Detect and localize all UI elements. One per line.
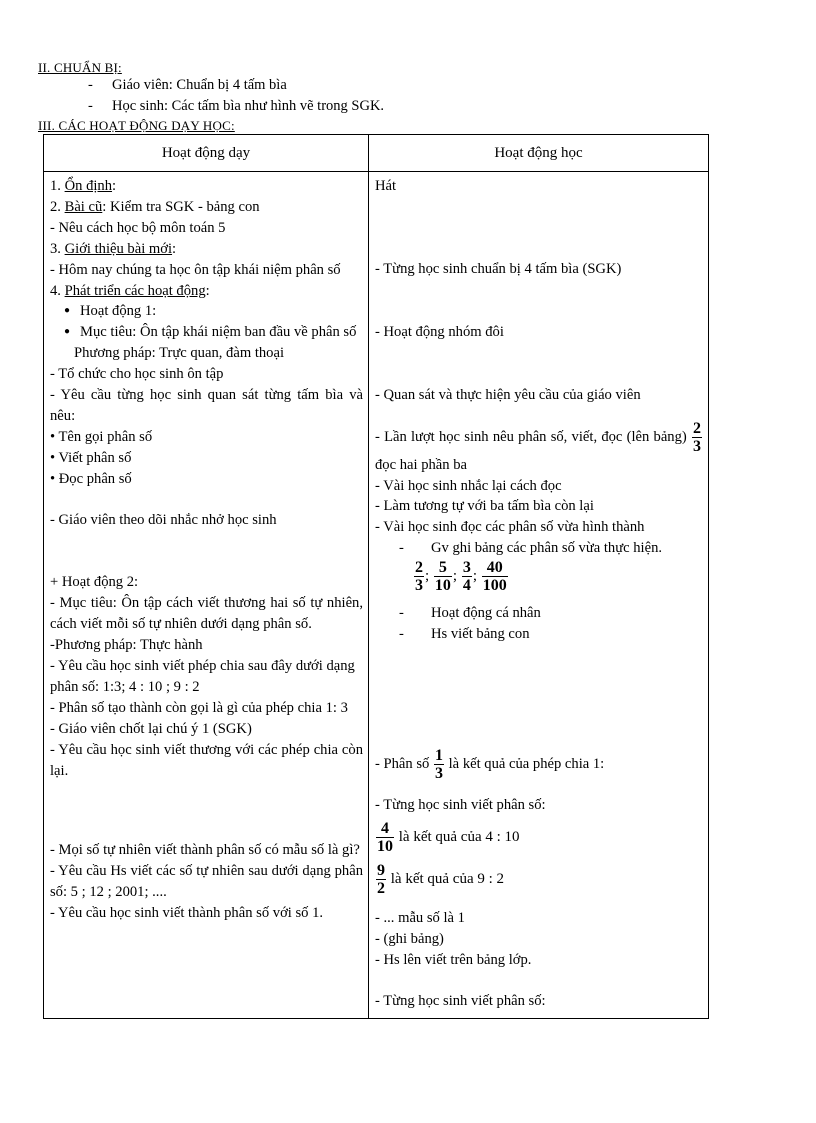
bullet-activity-1: ● Hoạt động 1: [50, 301, 363, 322]
right-line-10: - Hoạt động cá nhân [399, 605, 541, 622]
step-old-lesson: 2. Bài cũ: Kiểm tra SGK - bảng con [50, 198, 260, 215]
right-line-9: - Gv ghi bảng các phân số vừa thực hiện. [399, 540, 663, 557]
fraction-2-3: $\frac{2}{3}$ [693, 419, 701, 455]
step-stabilize: 1. Ổn định: [50, 178, 117, 194]
bullet-objective: ● Mục tiêu: Ôn tập khái niệm ban đầu về phân số [50, 322, 363, 343]
activities-table [43, 134, 709, 1019]
left-line-12: • Tên gọi phân số [50, 428, 153, 445]
right-line-18: - Hs lên viết trên bảng lớp. [375, 951, 532, 968]
right-line-5: - Lần lượt học sinh nêu phân số, viết, đọc (lên bảng) $\frac{2}{3}$ đọc hai phần ba [375, 419, 701, 473]
left-line-24: - Yêu cầu Hs viết các số tự nhiên sau dưới dạng phân số: 5 ; 12 ; 2001; .... [50, 863, 363, 901]
left-line-20: - Phân số tạo thành còn gọi là gì của phép chia 1: 3 [50, 699, 348, 716]
right-line-7: - Làm tương tự với ba tấm bìa còn lại [375, 498, 594, 515]
fraction-2-3-list: $\frac{2}{3}$ [415, 559, 423, 595]
prep-item-student: - Học sinh: Các tấm bìa như hình vẽ trong SGK. [88, 98, 385, 114]
right-line-8: - Vài học sinh đọc các phân số vừa hình thành [375, 519, 645, 536]
fraction-list: $\frac{2}{3}$ ; $\frac{5}{10}$ ; $\frac{3}{4}$ ; $\frac{40}{100}$ [415, 559, 507, 595]
left-line-25: - Yêu cầu học sinh viết thành phân số với số 1. [50, 905, 324, 922]
right-line-15: $\frac{9}{2}$ là kết quả của 9 : 2 [377, 861, 505, 897]
left-line-5: - Hôm nay chúng ta học ôn tập khái niệm phân số [50, 261, 341, 278]
section-heading-activities: III. CÁC HOẠT ĐỘNG DẠY HỌC: [38, 118, 235, 133]
right-line-12: - Phân số $\frac{1}{3}$ là kết quả của phép chia 1: [375, 746, 605, 782]
left-line-15: - Giáo viên theo dõi nhắc nhở học sinh [50, 512, 277, 529]
left-line-10: - Tổ chức cho học sinh ôn tập [50, 366, 224, 383]
step-develop: 4. Phát triển các hoạt động: [50, 282, 210, 299]
teacher-column [44, 172, 369, 1019]
fraction-1-3: $\frac{1}{3}$ [434, 746, 443, 782]
left-line-17: - Mục tiêu: Ôn tập cách viết thương hai số tự nhiên, cách viết mỗi số tự nhiên dưới dạng phân số. [50, 595, 363, 633]
right-line-19: - Từng học sinh viết phân số: [375, 993, 546, 1010]
fraction-4-10: $\frac{4}{10}$ [377, 819, 393, 855]
left-line-21: - Giáo viên chốt lại chú ý 1 (SGK) [50, 720, 252, 737]
fraction-9-2: $\frac{9}{2}$ [377, 861, 385, 897]
left-line-13: • Viết phân số [50, 449, 132, 466]
prep-item-teacher: - Giáo viên: Chuẩn bị 4 tấm bìa [88, 77, 287, 93]
left-line-22: - Yêu cầu học sinh viết thương với các phép chia còn lại. [50, 741, 363, 779]
header-learning: Hoạt động học [369, 135, 709, 172]
left-line-23: - Mọi số tự nhiên viết thành phân số có mẫu số là gì? [50, 842, 360, 859]
right-line-11: - Hs viết bảng con [399, 626, 530, 643]
right-line-3: - Hoạt động nhóm đôi [375, 323, 504, 340]
left-activity-2: + Hoạt động 2: [50, 574, 139, 591]
left-line-18: -Phương pháp: Thực hành [50, 637, 203, 654]
section-heading-preparation: II. CHUẨN BỊ: [38, 60, 122, 75]
right-line-4: - Quan sát và thực hiện yêu cầu của giáo viên [375, 386, 641, 403]
fraction-3-4: $\frac{3}{4}$ [462, 559, 471, 595]
left-line-11: - Yêu cầu từng học sinh quan sát từng tấm bìa và nêu: [50, 387, 363, 424]
table-body-row [44, 172, 709, 1019]
right-line-17: - (ghi bảng) [375, 930, 444, 947]
right-line-1: Hát [375, 178, 397, 194]
right-line-16: - ... mẫu số là 1 [375, 909, 465, 926]
right-line-13: - Từng học sinh viết phân số: [375, 796, 546, 813]
step-introduce: 3. Giới thiệu bài mới: [50, 240, 177, 257]
left-method: Phương pháp: Trực quan, đàm thoại [74, 345, 285, 362]
fraction-5-10: $\frac{5}{10}$ [434, 559, 451, 595]
fraction-40-100: $\frac{40}{100}$ [482, 559, 507, 595]
table-header-row [44, 135, 709, 172]
student-column [369, 172, 709, 1019]
left-line-14: • Đọc phân số [50, 470, 132, 487]
right-line-2: - Từng học sinh chuẩn bị 4 tấm bìa (SGK) [375, 260, 622, 277]
right-line-14: $\frac{4}{10}$ là kết quả của 4 : 10 [377, 819, 520, 855]
header-teaching: Hoạt động dạy [44, 135, 369, 172]
left-line-19: - Yêu cầu học sinh viết phép chia sau đây dưới dạng phân số: 1:3; 4 : 10 ; 9 : 2 [50, 658, 355, 695]
right-line-6: - Vài học sinh nhắc lại cách đọc [375, 477, 562, 494]
left-line-3: - Nêu cách học bộ môn toán 5 [50, 219, 226, 236]
